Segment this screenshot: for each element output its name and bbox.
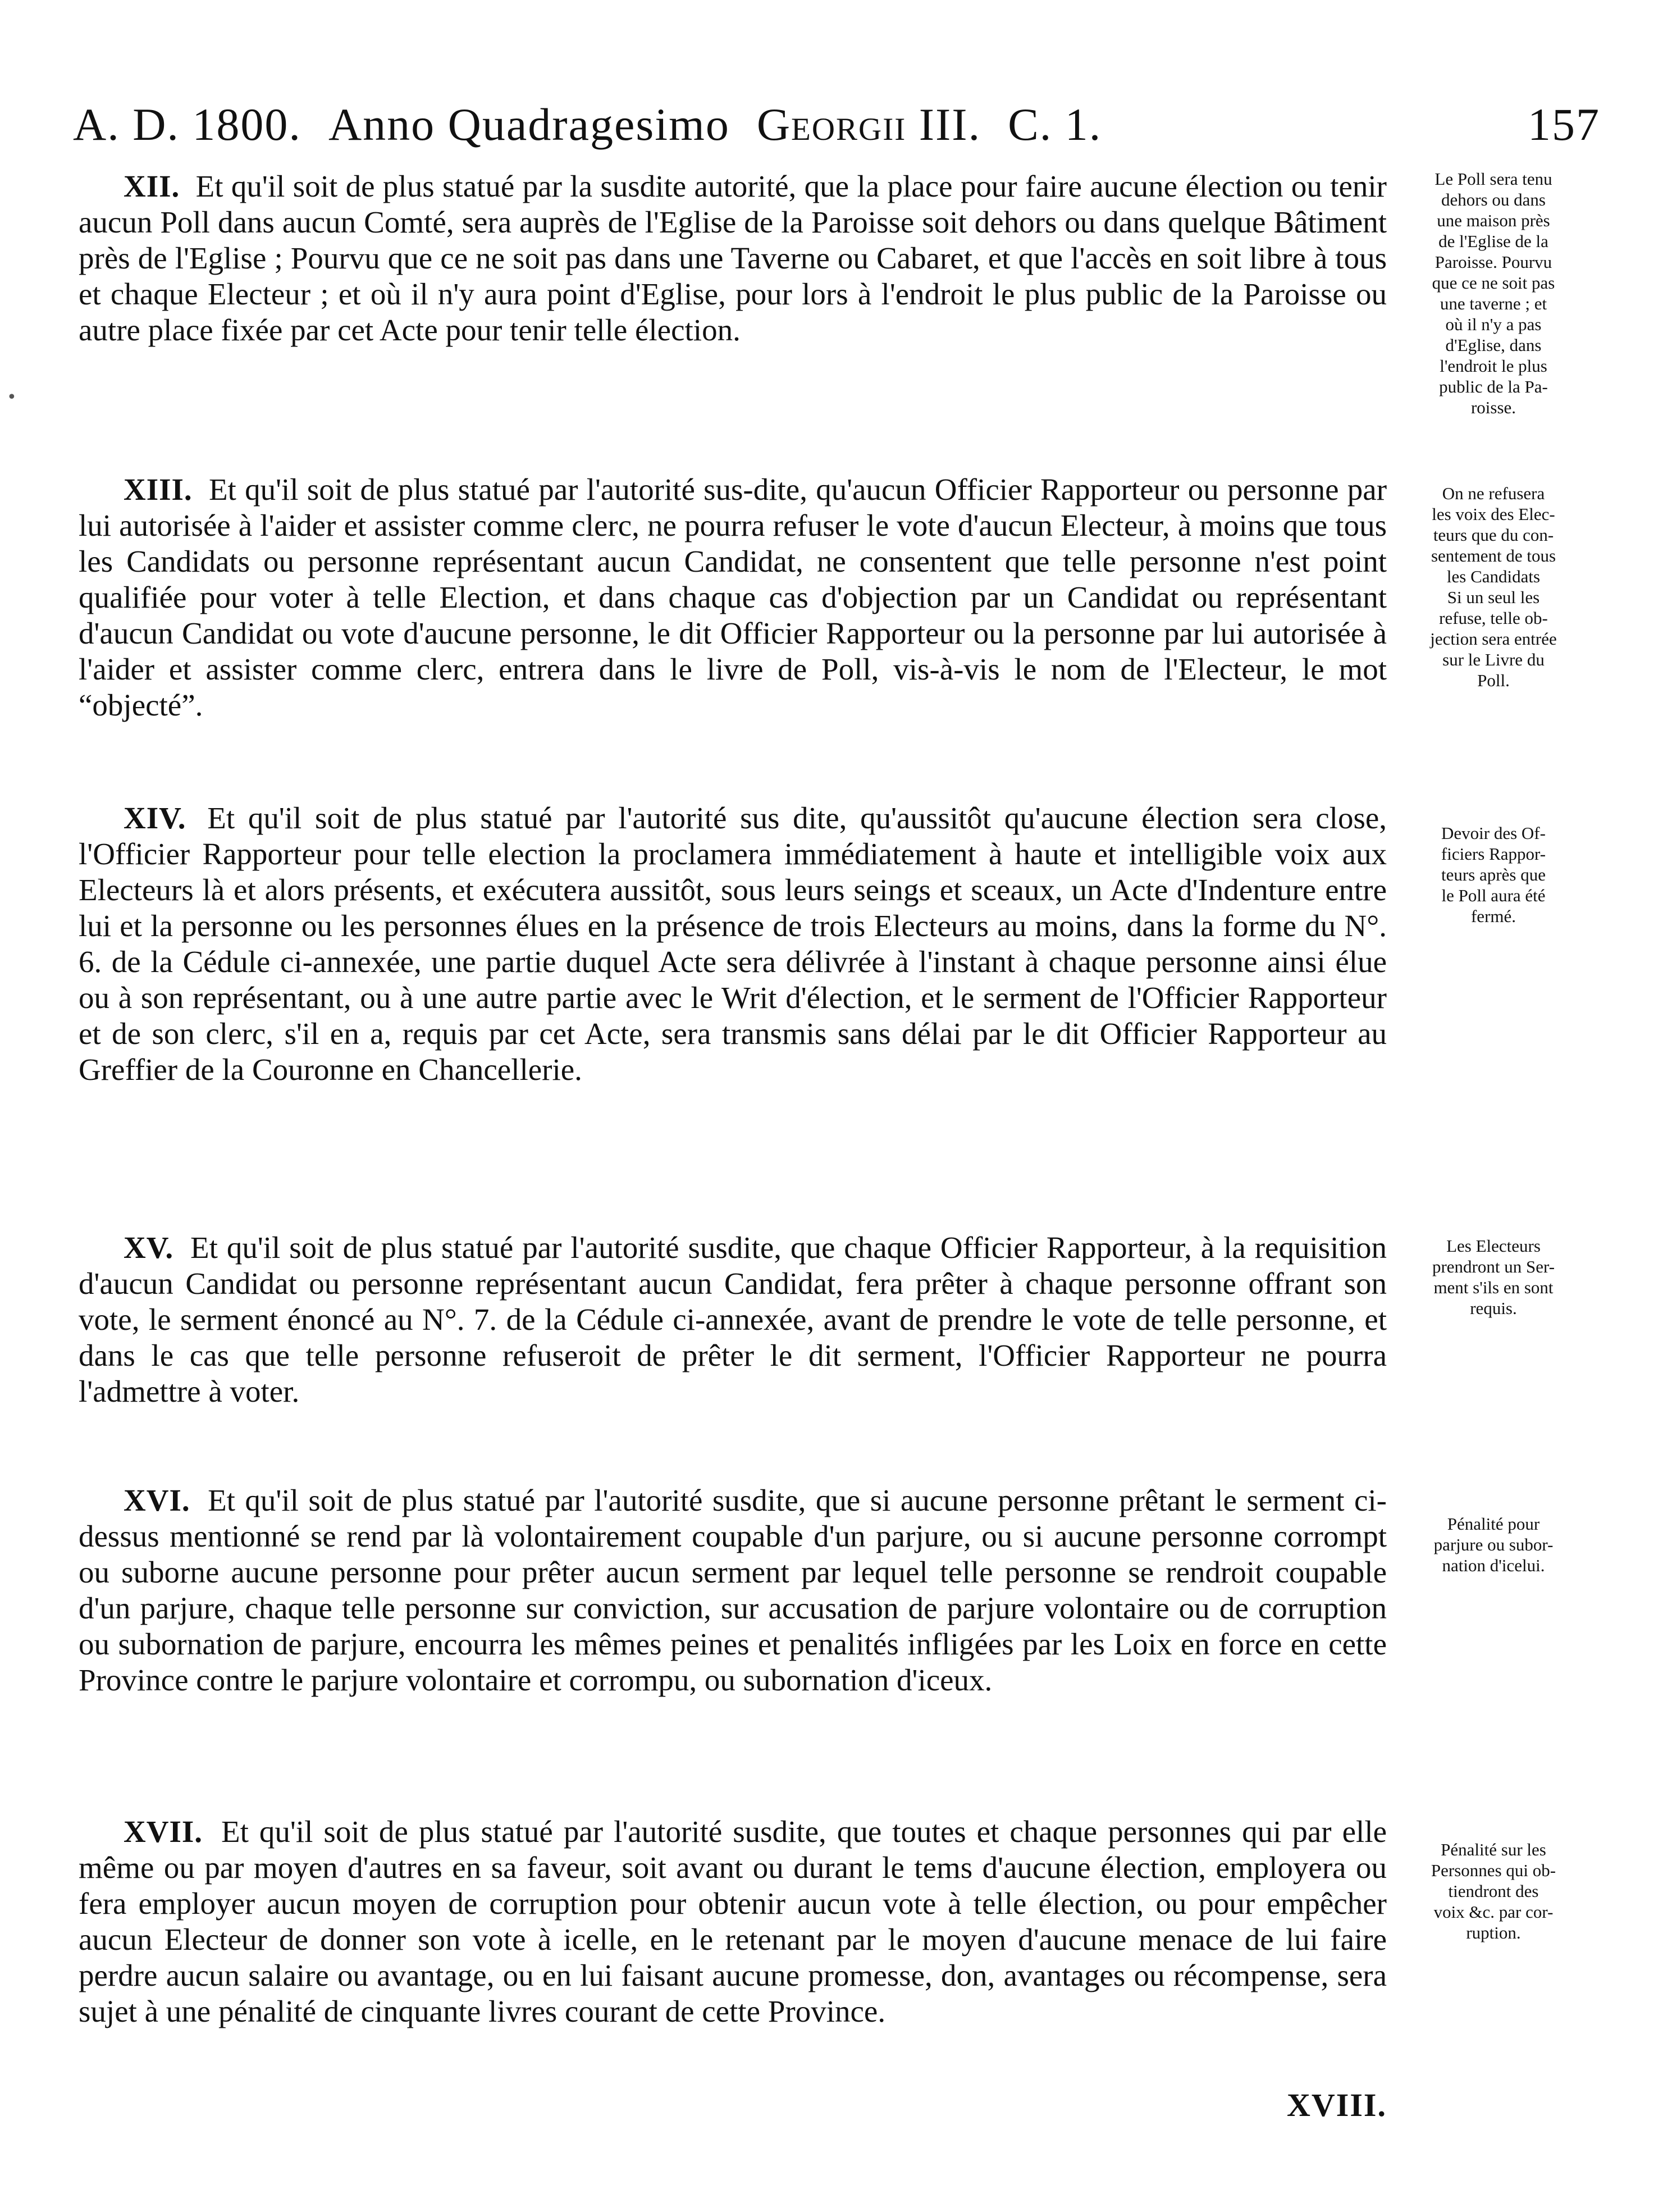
catchword: XVIII. (1287, 2087, 1387, 2123)
article-text: Et qu'il soit de plus statué par l'autorité sus dite, qu'aussitôt qu'aucune élection sera close, l'Officier Rapporteur pour telle election la proclamera immédiatement à haute et intelligible voix aux Electeurs là et alors présents, et exécutera aussitôt, sous leurs seings et sceaux, un Acte d'Indenture entre lui et la personne ou les personnes élues en la présence de trois Electeurs au moins, dans la forme du N°. 6. de la Cédule ci-annexée, une partie duquel Acte sera délivrée à l'instant à chaque personne ainsi élue ou à son représentant, ou à une autre partie avec le Writ d'élection, et le serment de l'Officier Rapporteur et de son clerc, s'il en a, requis par cet Acte, sera transmis sans délai par le dit Officier Rapporteur au Greffier de la Couronne en Chancellerie. (79, 801, 1387, 1087)
article-number: XVI. (124, 1483, 190, 1517)
margin-note-line: Personnes qui ob- (1431, 1860, 1556, 1880)
margin-note-line: sur le Livre du (1442, 650, 1545, 669)
article-number: XIII. (124, 472, 193, 507)
article-xiii (79, 472, 1387, 723)
article-xvii (79, 1814, 1387, 2029)
margin-note-line: une taverne ; et (1440, 294, 1547, 313)
margin-note-line: teurs après que (1441, 865, 1546, 884)
article-xii (79, 168, 1387, 348)
margin-note-line: sentement de tous (1431, 546, 1556, 565)
margin-note-line: teurs que du con- (1433, 525, 1554, 545)
margin-note-line: les voix des Elec- (1432, 504, 1555, 524)
main-text-column (79, 168, 1387, 2145)
margin-note-line: jection sera entrée (1430, 629, 1557, 649)
margin-note-corruption-penalty (1404, 1839, 1583, 1943)
margin-note-line: que ce ne soit pas (1432, 273, 1555, 293)
margin-note-line: Pénalité pour (1447, 1514, 1540, 1534)
margin-note-line: Paroisse. Pourvu (1434, 252, 1552, 272)
margin-notes-column (1404, 168, 1583, 2078)
margin-note-line: de l'Eglise de la (1438, 231, 1548, 251)
header-reign: Anno Quadragesimo (328, 99, 730, 150)
margin-note-line: ment s'ils en sont (1433, 1278, 1554, 1297)
margin-note-line: prendront un Ser- (1432, 1257, 1555, 1276)
margin-note-line: Poll. (1477, 671, 1510, 690)
header-king: Georgii III. (756, 99, 981, 150)
article-number: XV. (124, 1230, 174, 1265)
margin-note-line: l'endroit le plus (1440, 356, 1547, 376)
margin-note-line: les Candidats (1446, 567, 1541, 586)
margin-note-line: Pénalité sur les (1441, 1840, 1546, 1859)
margin-note-line: Devoir des Of- (1441, 823, 1546, 843)
margin-note-vote-refusal (1404, 483, 1583, 691)
margin-note-line: d'Eglise, dans (1445, 335, 1542, 355)
margin-note-line: ruption. (1466, 1923, 1521, 1942)
running-header (73, 98, 1600, 166)
margin-note-line: public de la Pa- (1439, 377, 1548, 396)
margin-note-perjury-penalty (1404, 1513, 1583, 1576)
margin-note-line: le Poll aura été (1441, 886, 1546, 905)
margin-note-line: une maison près (1437, 211, 1550, 230)
margin-note-line: où il n'y a pas (1445, 314, 1542, 334)
margin-note-line: refuse, telle ob- (1439, 608, 1548, 628)
margin-note-line: requis. (1470, 1298, 1517, 1318)
article-text: Et qu'il soit de plus statué par l'autorité sus-dite, qu'aucun Officier Rapporteur ou personne par lui autorisée à l'aider et assister comme clerc, ne pourra refuser le vote d'aucun Electeur, à moins que tous les Candidats ou personne représentant aucun Candidat, ne consentent que telle personne n'est point qualifiée pour voter à telle Election, et dans chaque cas d'objection par un Candidat ou représentant d'aucun Candidat ou vote d'aucune personne, le dit Officier Rapporteur ou la personne par lui autorisée à l'aider et assister comme clerc, entrera dans le livre de Poll, vis-à-vis le nom de l'Electeur, le mot “objecté”. (79, 472, 1387, 722)
margin-note-line: On ne refusera (1442, 484, 1545, 503)
margin-dot-mark: • (7, 387, 17, 407)
margin-note-line: Le Poll sera tenu (1434, 169, 1552, 189)
margin-note-electors-oath (1404, 1235, 1583, 1319)
article-text: Et qu'il soit de plus statué par l'autorité susdite, que chaque Officier Rapporteur, à la requisition d'aucun Candidat ou personne représentant aucun Candidat, fera prêter à chaque personne offrant son vote, le serment énoncé au N°. 7. de la Cédule ci-annexée, avant de prendre le vote de telle personne, et dans le cas que telle personne refuseroit de prêter le dit serment, l'Officier Rapporteur ne pourra l'admettre à voter. (79, 1230, 1387, 1408)
margin-note-line: Les Electeurs (1446, 1236, 1541, 1256)
article-xvi (79, 1483, 1387, 1698)
article-text: Et qu'il soit de plus statué par l'autorité susdite, que toutes et chaque personnes qui par elle même ou par moyen d'autres en sa faveur, soit avant ou durant le tems d'aucune élection, employera ou fera employer aucun moyen de corruption pour obtenir aucun vote à telle élection, ou pour empêcher aucun Electeur de donner son vote à icelle, en le retenant par le moyen d'aucune menace de lui faire perdre aucun salaire ou avantage, ou en lui faisant aucune promesse, don, avantages ou récompense, sera sujet à une pénalité de cinquante livres courant de cette Province. (79, 1814, 1387, 2028)
margin-note-line: parjure ou subor- (1433, 1535, 1554, 1554)
margin-note-line: dehors ou dans (1441, 190, 1546, 209)
article-text: Et qu'il soit de plus statué par l'autorité susdite, que si aucune personne prêtant le serment ci-dessus mentionné se rend par là volontairement coupable d'un parjure, ou si aucune personne corrompt ou suborne aucune personne pour prêter aucun serment par lequel telle personne se rendroit coupable d'un parjure, chaque telle personne sur conviction, sur accusation de parjure volontaire ou de corruption ou subornation de parjure, encourra les mêmes peines et penalités infligées par les Loix en force en cette Province contre le parjure volontaire et corrompu, ou subornation d'iceux. (79, 1483, 1387, 1697)
header-chapter: C. 1. (1008, 99, 1102, 150)
margin-note-line: nation d'icelui. (1442, 1556, 1545, 1575)
article-xiv (79, 800, 1387, 1088)
margin-note-line: roisse. (1470, 398, 1516, 417)
article-number: XIV. (124, 801, 186, 835)
header-title-group (73, 98, 1102, 151)
margin-note-line: tiendront des (1448, 1881, 1539, 1901)
article-xv (79, 1230, 1387, 1410)
margin-note-line: voix &c. par cor- (1433, 1902, 1554, 1922)
article-number: XII. (124, 169, 180, 203)
margin-note-poll-location (1404, 168, 1583, 418)
margin-note-line: fermé. (1470, 906, 1516, 926)
margin-note-returning-officers (1404, 823, 1583, 927)
margin-note-line: Si un seul les (1447, 587, 1540, 607)
article-number: XVII. (124, 1814, 203, 1849)
page-number: 157 (1528, 99, 1600, 150)
header-year: A. D. 1800. (73, 99, 301, 150)
margin-note-line: ficiers Rappor- (1441, 844, 1546, 864)
article-text: Et qu'il soit de plus statué par la susdite autorité, que la place pour faire aucune élection ou tenir aucun Poll dans aucun Comté, sera auprès de l'Eglise de la Paroisse soit dehors ou dans quelque Bâtiment près de l'Eglise ; Pourvu que ce ne soit pas dans une Taverne ou Cabaret, et que l'accès en soit libre à tous et chaque Electeur ; et où il n'y aura point d'Eglise, pour lors à l'endroit le plus public de la Paroisse ou autre place fixée par cet Acte pour tenir telle élection. (79, 169, 1387, 347)
